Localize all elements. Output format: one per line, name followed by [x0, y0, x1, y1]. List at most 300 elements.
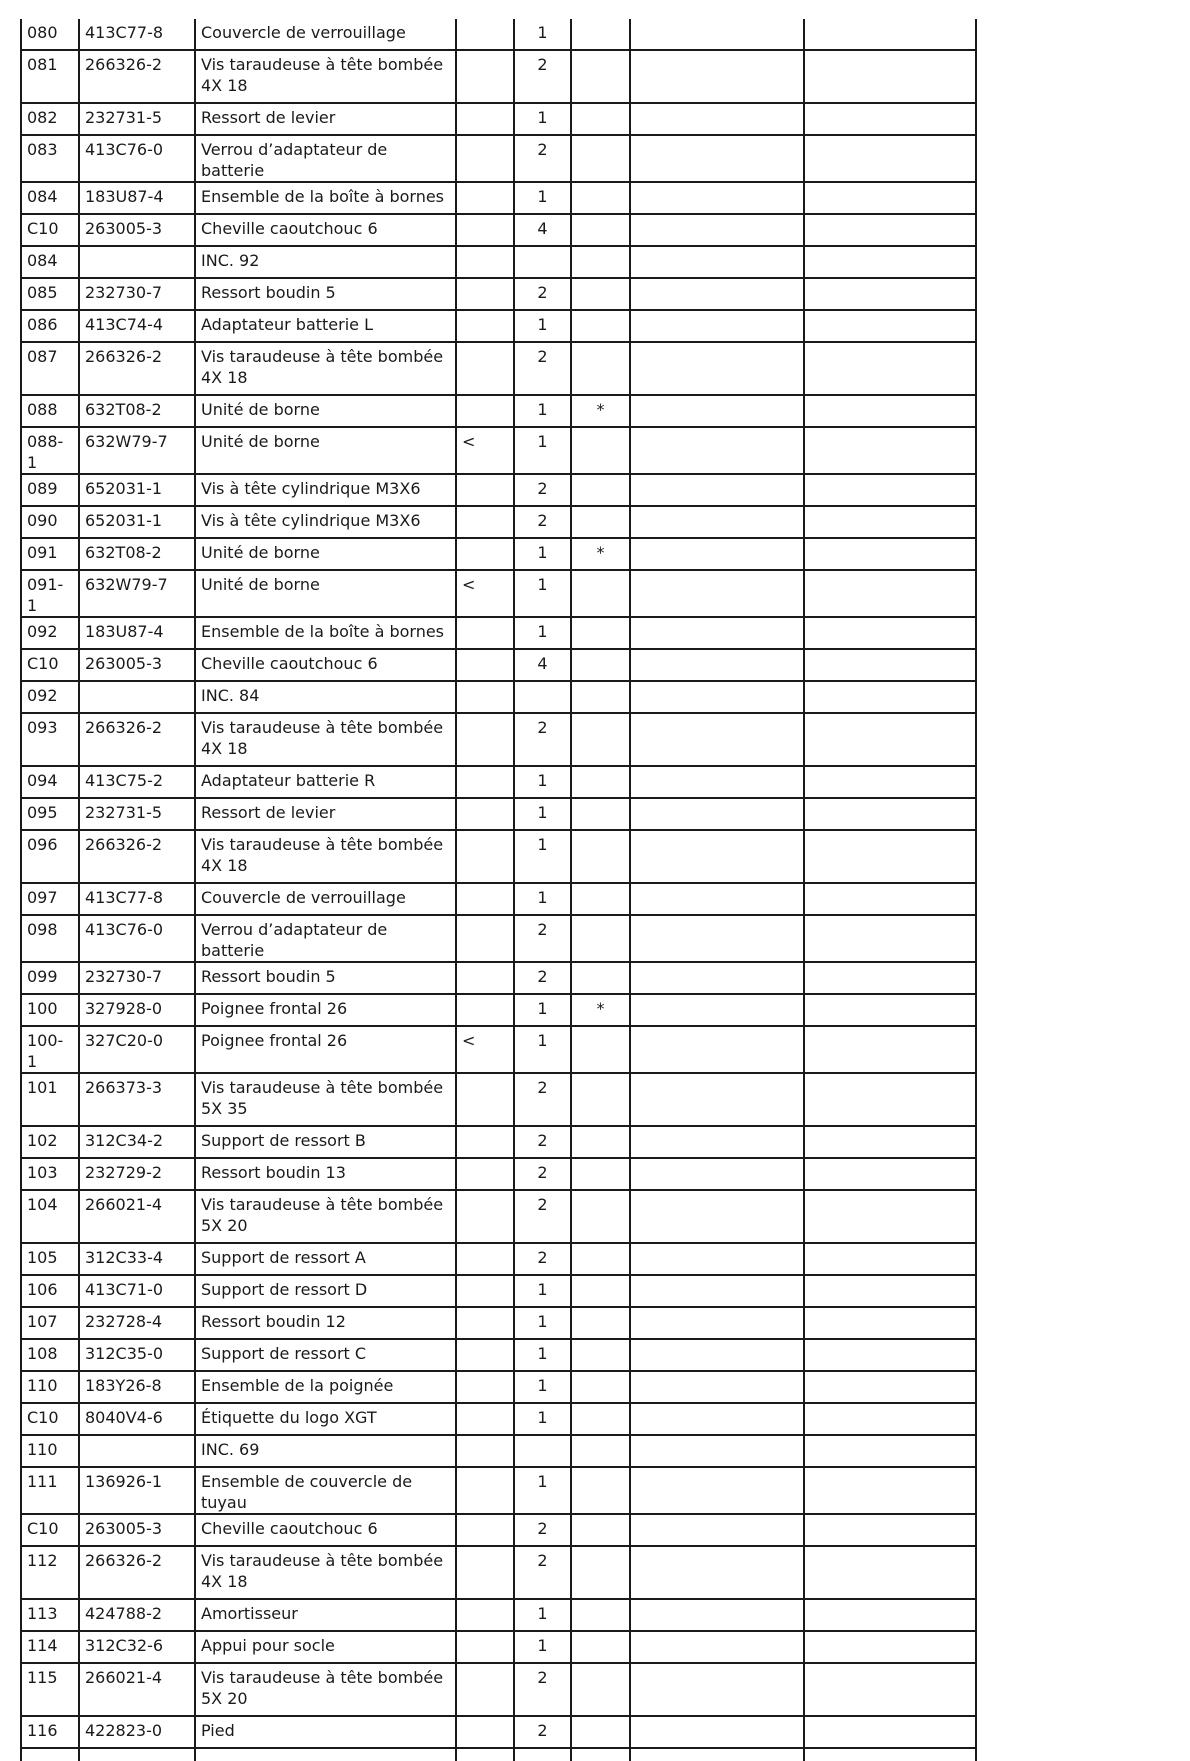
blank-cell — [630, 1546, 804, 1599]
item-number-cell: 114 — [21, 1631, 79, 1663]
quantity-cell: 1 — [514, 1307, 571, 1339]
blank-cell — [804, 617, 976, 649]
part-number-cell: 312C32-6 — [79, 1631, 195, 1663]
table-row — [21, 798, 976, 830]
blank-cell — [804, 246, 976, 278]
description-cell: Vis taraudeuse à tête bombée 4X 18 — [195, 1546, 456, 1599]
blank-cell — [630, 103, 804, 135]
note-flag-cell: * — [571, 395, 630, 427]
blank-cell — [630, 1190, 804, 1243]
note-flag-cell — [571, 681, 630, 713]
blank-cell — [630, 915, 804, 962]
table-row — [21, 1435, 976, 1467]
blank-cell — [804, 1275, 976, 1307]
description-cell: Cheville caoutchouc 6 — [195, 649, 456, 681]
blank-cell — [630, 342, 804, 395]
description-cell: Ressort boudin 13 — [195, 1158, 456, 1190]
change-mark-cell — [456, 1371, 514, 1403]
part-number-cell: 422823-0 — [79, 1716, 195, 1748]
item-number-cell: 110 — [21, 1435, 79, 1467]
note-flag-cell — [571, 1073, 630, 1126]
part-number-cell: 266326-2 — [79, 713, 195, 766]
description-cell: Amortisseur — [195, 1599, 456, 1631]
blank-cell — [630, 182, 804, 214]
item-number-cell: 088 — [21, 395, 79, 427]
blank-cell — [804, 962, 976, 994]
part-number-cell: 413C76-0 — [79, 135, 195, 182]
description-cell: INC. 69 — [195, 1435, 456, 1467]
blank-cell — [804, 1339, 976, 1371]
item-number-cell: C10 — [21, 214, 79, 246]
description-cell: Support de ressort A — [195, 1243, 456, 1275]
description-cell: Support de ressort D — [195, 1275, 456, 1307]
item-number-cell: 104 — [21, 1190, 79, 1243]
table-row — [21, 427, 976, 474]
quantity-cell: 2 — [514, 1073, 571, 1126]
blank-cell — [630, 50, 804, 103]
blank-cell — [630, 538, 804, 570]
blank-cell — [804, 798, 976, 830]
table-row — [21, 681, 976, 713]
change-mark-cell — [456, 1275, 514, 1307]
table-row — [21, 1631, 976, 1663]
table-row — [21, 1403, 976, 1435]
table-row — [21, 1275, 976, 1307]
table-row — [21, 1307, 976, 1339]
part-number-cell: 232730-7 — [79, 962, 195, 994]
part-number-cell: 632W79-7 — [79, 570, 195, 617]
description-cell: Pied — [195, 1716, 456, 1748]
description-cell: Adaptateur batterie L — [195, 310, 456, 342]
item-number-cell: 107 — [21, 1307, 79, 1339]
item-number-cell: 102 — [21, 1126, 79, 1158]
blank-cell — [804, 506, 976, 538]
table-row — [21, 1073, 976, 1126]
part-number-cell — [79, 246, 195, 278]
quantity-cell: 1 — [514, 570, 571, 617]
blank-cell — [804, 1126, 976, 1158]
quantity-cell: 1 — [514, 19, 571, 50]
quantity-cell: 1 — [514, 427, 571, 474]
change-mark-cell — [456, 1243, 514, 1275]
part-number-cell: 424788-2 — [79, 1599, 195, 1631]
item-number-cell: 113 — [21, 1599, 79, 1631]
quantity-cell: 2 — [514, 1716, 571, 1748]
part-number-cell: 312C33-4 — [79, 1243, 195, 1275]
description-cell: Ensemble de la poignée — [195, 1371, 456, 1403]
quantity-cell: 1 — [514, 994, 571, 1026]
blank-cell — [630, 246, 804, 278]
blank-cell — [456, 1748, 514, 1761]
quantity-cell: 1 — [514, 1275, 571, 1307]
note-flag-cell — [571, 1435, 630, 1467]
part-number-cell: 232731-5 — [79, 103, 195, 135]
blank-cell — [804, 538, 976, 570]
change-mark-cell — [456, 1403, 514, 1435]
description-cell: Ressort boudin 12 — [195, 1307, 456, 1339]
part-number-cell — [79, 1435, 195, 1467]
note-flag-cell — [571, 798, 630, 830]
blank-cell — [804, 681, 976, 713]
quantity-cell: 2 — [514, 474, 571, 506]
item-number-cell: 101 — [21, 1073, 79, 1126]
blank-cell — [804, 1716, 976, 1748]
table-row — [21, 1599, 976, 1631]
item-number-cell: 088-1 — [21, 427, 79, 474]
table-row — [21, 1126, 976, 1158]
blank-cell — [630, 617, 804, 649]
blank-cell — [804, 1435, 976, 1467]
blank-cell — [804, 310, 976, 342]
blank-cell — [804, 1663, 976, 1716]
note-flag-cell — [571, 1243, 630, 1275]
change-mark-cell — [456, 214, 514, 246]
table-row — [21, 50, 976, 103]
note-flag-cell — [571, 246, 630, 278]
item-number-cell: 092 — [21, 617, 79, 649]
blank-cell — [630, 214, 804, 246]
change-mark-cell — [456, 617, 514, 649]
blank-cell — [804, 994, 976, 1026]
description-cell: Vis taraudeuse à tête bombée 5X 20 — [195, 1663, 456, 1716]
blank-cell — [630, 1631, 804, 1663]
part-number-cell: 136926-1 — [79, 1467, 195, 1514]
blank-cell — [804, 395, 976, 427]
quantity-cell: 2 — [514, 1126, 571, 1158]
part-number-cell: 413C77-8 — [79, 19, 195, 50]
quantity-cell: 1 — [514, 395, 571, 427]
blank-cell — [630, 1403, 804, 1435]
description-cell: Support de ressort C — [195, 1339, 456, 1371]
blank-cell — [804, 214, 976, 246]
item-number-cell: 099 — [21, 962, 79, 994]
note-flag-cell — [571, 883, 630, 915]
note-flag-cell — [571, 1663, 630, 1716]
item-number-cell: 110 — [21, 1371, 79, 1403]
note-flag-cell — [571, 1599, 630, 1631]
quantity-cell — [514, 1435, 571, 1467]
part-number-cell: 263005-3 — [79, 1514, 195, 1546]
quantity-cell: 4 — [514, 649, 571, 681]
blank-cell — [630, 1126, 804, 1158]
note-flag-cell — [571, 1631, 630, 1663]
blank-cell — [630, 278, 804, 310]
note-flag-cell — [571, 617, 630, 649]
part-number-cell: 266326-2 — [79, 830, 195, 883]
blank-cell — [630, 681, 804, 713]
change-mark-cell — [456, 278, 514, 310]
change-mark-cell — [456, 538, 514, 570]
blank-cell — [804, 766, 976, 798]
item-number-cell: C10 — [21, 1514, 79, 1546]
description-cell: Poignee frontal 26 — [195, 1026, 456, 1073]
note-flag-cell — [571, 1546, 630, 1599]
description-cell: Cheville caoutchouc 6 — [195, 1514, 456, 1546]
change-mark-cell — [456, 19, 514, 50]
description-cell: Vis taraudeuse à tête bombée 5X 35 — [195, 1073, 456, 1126]
note-flag-cell — [571, 135, 630, 182]
change-mark-cell — [456, 1631, 514, 1663]
item-number-cell: C10 — [21, 1403, 79, 1435]
change-mark-cell — [456, 395, 514, 427]
table-row — [21, 342, 976, 395]
parts-table-body — [21, 19, 976, 1761]
item-number-cell: 081 — [21, 50, 79, 103]
description-cell: Couvercle de verrouillage — [195, 883, 456, 915]
blank-cell — [804, 1631, 976, 1663]
blank-cell — [804, 883, 976, 915]
item-number-cell: 112 — [21, 1546, 79, 1599]
blank-cell — [804, 427, 976, 474]
note-flag-cell — [571, 1371, 630, 1403]
blank-cell — [804, 342, 976, 395]
item-number-cell: 080 — [21, 19, 79, 50]
quantity-cell: 2 — [514, 1243, 571, 1275]
table-row — [21, 1716, 976, 1748]
quantity-cell: 1 — [514, 1026, 571, 1073]
note-flag-cell — [571, 278, 630, 310]
blank-cell — [804, 570, 976, 617]
item-number-cell: 106 — [21, 1275, 79, 1307]
quantity-cell: 1 — [514, 617, 571, 649]
table-row — [21, 1663, 976, 1716]
note-flag-cell — [571, 182, 630, 214]
quantity-cell: 4 — [514, 214, 571, 246]
part-number-cell: 183U87-4 — [79, 182, 195, 214]
note-flag-cell: * — [571, 994, 630, 1026]
blank-cell — [630, 19, 804, 50]
blank-cell — [630, 1599, 804, 1631]
item-number-cell: 084 — [21, 246, 79, 278]
description-cell: Ressort boudin 5 — [195, 278, 456, 310]
change-mark-cell — [456, 182, 514, 214]
quantity-cell: 2 — [514, 342, 571, 395]
description-cell: Ensemble de la boîte à bornes — [195, 182, 456, 214]
note-flag-cell — [571, 1467, 630, 1514]
blank-cell — [804, 1158, 976, 1190]
quantity-cell: 2 — [514, 1158, 571, 1190]
change-mark-cell — [456, 506, 514, 538]
description-cell: Ressort de levier — [195, 103, 456, 135]
table-row — [21, 830, 976, 883]
change-mark-cell — [456, 474, 514, 506]
blank-cell — [630, 1158, 804, 1190]
blank-cell — [630, 1371, 804, 1403]
table-row — [21, 1190, 976, 1243]
quantity-cell: 1 — [514, 1631, 571, 1663]
table-row — [21, 214, 976, 246]
quantity-cell: 1 — [514, 798, 571, 830]
blank-cell — [630, 1307, 804, 1339]
blank-cell — [21, 1748, 79, 1761]
part-number-cell: 312C35-0 — [79, 1339, 195, 1371]
note-flag-cell — [571, 1126, 630, 1158]
blank-cell — [514, 1748, 571, 1761]
change-mark-cell — [456, 246, 514, 278]
item-number-cell: 089 — [21, 474, 79, 506]
table-row — [21, 883, 976, 915]
change-mark-cell: < — [456, 427, 514, 474]
note-flag-cell — [571, 1190, 630, 1243]
note-flag-cell — [571, 1307, 630, 1339]
table-row — [21, 19, 976, 50]
description-cell: Couvercle de verrouillage — [195, 19, 456, 50]
description-cell: Vis taraudeuse à tête bombée 4X 18 — [195, 830, 456, 883]
table-row — [21, 915, 976, 962]
item-number-cell: 100 — [21, 994, 79, 1026]
part-number-cell: 413C77-8 — [79, 883, 195, 915]
blank-cell — [571, 1748, 630, 1761]
blank-cell — [804, 1467, 976, 1514]
note-flag-cell — [571, 1026, 630, 1073]
quantity-cell: 1 — [514, 182, 571, 214]
quantity-cell: 2 — [514, 50, 571, 103]
item-number-cell: 091-1 — [21, 570, 79, 617]
description-cell: Ressort boudin 5 — [195, 962, 456, 994]
blank-cell — [630, 1663, 804, 1716]
blank-cell — [804, 713, 976, 766]
blank-cell — [630, 649, 804, 681]
description-cell: Étiquette du logo XGT — [195, 1403, 456, 1435]
blank-cell — [630, 994, 804, 1026]
table-row — [21, 395, 976, 427]
quantity-cell: 2 — [514, 1190, 571, 1243]
description-cell: Vis à tête cylindrique M3X6 — [195, 474, 456, 506]
change-mark-cell — [456, 50, 514, 103]
note-flag-cell — [571, 342, 630, 395]
item-number-cell: 092 — [21, 681, 79, 713]
blank-cell — [804, 182, 976, 214]
item-number-cell: 098 — [21, 915, 79, 962]
part-number-cell: 8040V4-6 — [79, 1403, 195, 1435]
note-flag-cell — [571, 1403, 630, 1435]
blank-cell — [804, 135, 976, 182]
table-row — [21, 135, 976, 182]
item-number-cell: 090 — [21, 506, 79, 538]
table-row — [21, 506, 976, 538]
part-number-cell: 652031-1 — [79, 506, 195, 538]
item-number-cell: 100-1 — [21, 1026, 79, 1073]
blank-cell — [195, 1748, 456, 1761]
change-mark-cell — [456, 1158, 514, 1190]
description-cell: INC. 84 — [195, 681, 456, 713]
blank-cell — [630, 1026, 804, 1073]
part-number-cell: 183Y26-8 — [79, 1371, 195, 1403]
change-mark-cell — [456, 103, 514, 135]
table-row — [21, 1467, 976, 1514]
description-cell: Vis à tête cylindrique M3X6 — [195, 506, 456, 538]
description-cell: Ensemble de la boîte à bornes — [195, 617, 456, 649]
item-number-cell: C10 — [21, 649, 79, 681]
item-number-cell: 084 — [21, 182, 79, 214]
table-row — [21, 1546, 976, 1599]
quantity-cell — [514, 246, 571, 278]
change-mark-cell — [456, 798, 514, 830]
description-cell: Unité de borne — [195, 395, 456, 427]
quantity-cell: 2 — [514, 506, 571, 538]
table-row — [21, 766, 976, 798]
note-flag-cell — [571, 1339, 630, 1371]
change-mark-cell — [456, 766, 514, 798]
part-number-cell: 327C20-0 — [79, 1026, 195, 1073]
item-number-cell: 086 — [21, 310, 79, 342]
table-row — [21, 1514, 976, 1546]
quantity-cell: 2 — [514, 915, 571, 962]
note-flag-cell — [571, 649, 630, 681]
note-flag-cell — [571, 962, 630, 994]
description-cell: Vis taraudeuse à tête bombée 4X 18 — [195, 342, 456, 395]
blank-cell — [804, 19, 976, 50]
note-flag-cell — [571, 713, 630, 766]
blank-cell — [804, 830, 976, 883]
description-cell: Unité de borne — [195, 538, 456, 570]
change-mark-cell — [456, 1190, 514, 1243]
part-number-cell: 263005-3 — [79, 649, 195, 681]
table-row — [21, 1158, 976, 1190]
item-number-cell: 095 — [21, 798, 79, 830]
parts-list-table — [20, 19, 977, 1761]
item-number-cell: 091 — [21, 538, 79, 570]
part-number-cell: 652031-1 — [79, 474, 195, 506]
blank-cell — [804, 649, 976, 681]
quantity-cell: 1 — [514, 1403, 571, 1435]
blank-cell — [630, 570, 804, 617]
part-number-cell: 413C76-0 — [79, 915, 195, 962]
part-number-cell: 312C34-2 — [79, 1126, 195, 1158]
quantity-cell — [514, 681, 571, 713]
item-number-cell: 082 — [21, 103, 79, 135]
blank-cell — [804, 1371, 976, 1403]
blank-cell — [630, 1716, 804, 1748]
table-row — [21, 246, 976, 278]
blank-cell — [804, 1546, 976, 1599]
blank-cell — [630, 135, 804, 182]
item-number-cell: 116 — [21, 1716, 79, 1748]
table-row — [21, 994, 976, 1026]
table-row — [21, 617, 976, 649]
quantity-cell: 1 — [514, 103, 571, 135]
note-flag-cell — [571, 506, 630, 538]
part-number-cell: 632W79-7 — [79, 427, 195, 474]
description-cell: Unité de borne — [195, 427, 456, 474]
part-number-cell: 327928-0 — [79, 994, 195, 1026]
note-flag-cell — [571, 50, 630, 103]
blank-cell — [630, 1275, 804, 1307]
quantity-cell: 1 — [514, 766, 571, 798]
item-number-cell: 103 — [21, 1158, 79, 1190]
change-mark-cell — [456, 1546, 514, 1599]
change-mark-cell — [456, 1307, 514, 1339]
blank-cell — [79, 1748, 195, 1761]
part-number-cell: 632T08-2 — [79, 395, 195, 427]
note-flag-cell — [571, 766, 630, 798]
part-number-cell: 263005-3 — [79, 214, 195, 246]
change-mark-cell — [456, 1467, 514, 1514]
change-mark-cell: < — [456, 570, 514, 617]
change-mark-cell — [456, 883, 514, 915]
note-flag-cell — [571, 915, 630, 962]
description-cell: Support de ressort B — [195, 1126, 456, 1158]
blank-cell — [630, 883, 804, 915]
note-flag-cell — [571, 310, 630, 342]
description-cell: Cheville caoutchouc 6 — [195, 214, 456, 246]
quantity-cell: 1 — [514, 1339, 571, 1371]
part-number-cell: 413C71-0 — [79, 1275, 195, 1307]
blank-cell — [630, 766, 804, 798]
blank-cell — [804, 1073, 976, 1126]
quantity-cell: 2 — [514, 1514, 571, 1546]
blank-cell — [630, 830, 804, 883]
